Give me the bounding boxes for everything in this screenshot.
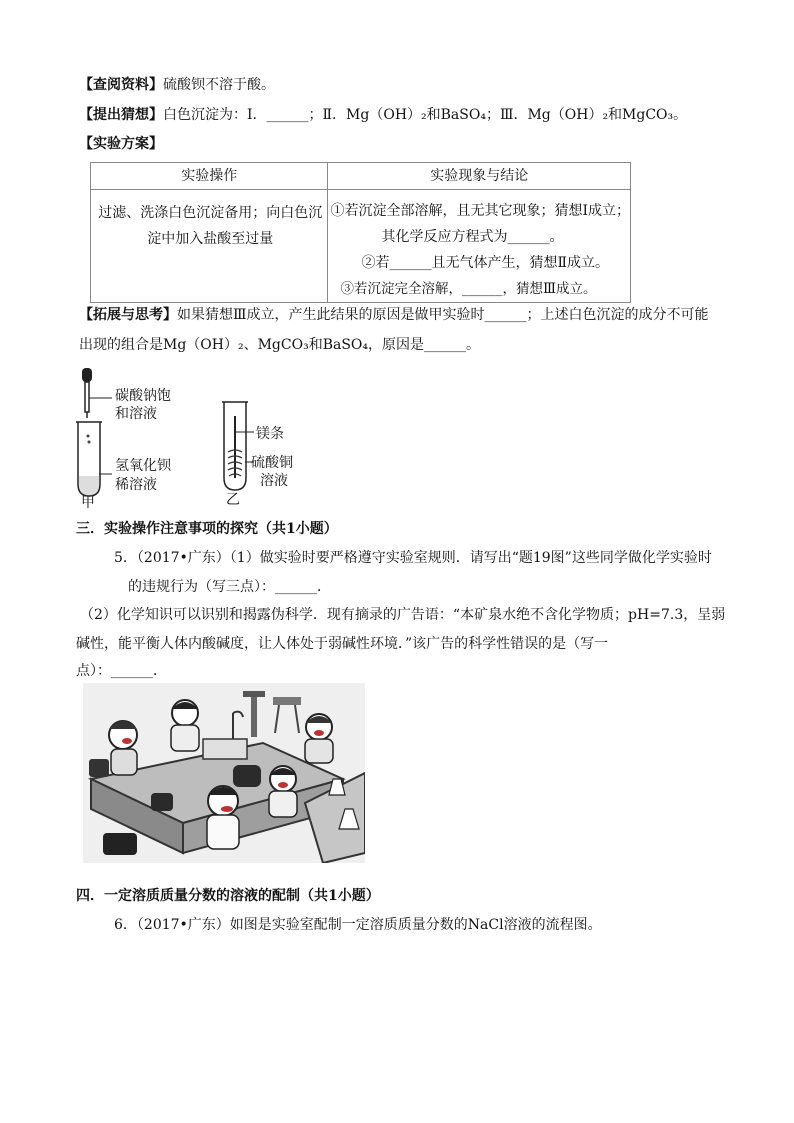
- apparatus-figure: [70, 366, 330, 516]
- plan-result-1: ①若沉淀全部溶解，且无其它现象；猜想Ⅰ成立；: [330, 203, 630, 219]
- lookup-line: [79, 78, 275, 92]
- lookup-tag: 【查阅资料】: [79, 77, 163, 93]
- q5-part2-line-1: （2）化学知识可以识别和揭露伪科学．现有摘录的广告语：“本矿泉水绝不含化学物质；pH=7.3，呈弱: [80, 607, 726, 623]
- plan-header-operation: 实验操作: [91, 163, 328, 190]
- tube2-label-solution-1: 硫酸铜: [251, 455, 293, 471]
- plan-operation-text: 过滤、洗涤白色沉淀备用；向白色沉淀中加入盐酸至过量: [98, 205, 323, 247]
- tube1-label-2: 稀溶液: [115, 477, 157, 493]
- q5-part2-line-3: 点）：______．: [76, 663, 167, 679]
- lookup-text: 硫酸钡不溶于酸。: [163, 77, 275, 93]
- extension-tag: 【拓展与思考】: [79, 307, 177, 323]
- plan-table-row: [91, 190, 631, 303]
- dropper-icon: [82, 368, 112, 418]
- plan-header-result: 实验现象与结论: [328, 163, 631, 190]
- q5-line-1: 5．（2017•广东）（1）做实验时要严格遵守实验室规则．请写出“题19图”这些同学做化学实验时: [114, 550, 712, 566]
- plan-cell-operation: [91, 190, 328, 303]
- section3-heading: 三．实验操作注意事项的探究（共1小题）: [76, 521, 338, 537]
- tube1-label-1: 氢氧化钡: [115, 458, 171, 474]
- extension-line-2: 出现的组合是Mg（OH）₂、MgCO₃和BaSO₄，原因是______。: [79, 337, 481, 353]
- tube2-name: 乙: [226, 492, 240, 508]
- plan-table: [90, 162, 631, 303]
- plan-result-2: 其化学反应方程式为______。: [381, 229, 564, 245]
- tube1-name: 甲: [81, 495, 95, 511]
- q6-line-1: 6．（2017•广东）如图是实验室配制一定溶质质量分数的NaCl溶液的流程图。: [114, 917, 602, 933]
- dropper-label-1: 碳酸钠饱: [115, 388, 171, 404]
- hypothesis-text: 白色沉淀为：Ⅰ．______；Ⅱ．Mg（OH）₂和BaSO₄；Ⅲ．Mg（OH）₂和MgCO₃。: [163, 107, 688, 123]
- hypothesis-tag: 【提出猜想】: [79, 107, 163, 123]
- q5-part2-line-2: 碱性，能平衡人体内酸碱度，让人体处于弱碱性环境．”该广告的科学性错误的是（写一: [76, 636, 609, 652]
- plan-result-3: ②若______且无气体产生，猜想Ⅱ成立。: [361, 255, 609, 271]
- plan-result-4: ③若沉淀完全溶解，______，猜想Ⅲ成立。: [340, 281, 597, 297]
- extension-text-1: 如果猜想Ⅲ成立，产生此结果的原因是做甲实验时______；上述白色沉淀的成分不可能: [177, 307, 709, 323]
- extension-line-1: [79, 308, 709, 322]
- plan-title: 【实验方案】: [79, 136, 163, 152]
- lab-scene-illustration: [83, 683, 365, 863]
- section4-heading: 四．一定溶质质量分数的溶液的配制（共1小题）: [76, 888, 380, 904]
- hypothesis-line: [79, 108, 687, 122]
- tube2-label-strip: 镁条: [256, 426, 284, 442]
- dropper-label-2: 和溶液: [115, 406, 157, 422]
- test-tube-yi-icon: [222, 402, 254, 490]
- tube2-label-solution-2: 溶液: [260, 473, 288, 489]
- plan-cell-results: [328, 190, 631, 303]
- test-tube-jia-icon: [76, 422, 112, 496]
- q5-line-2: 的违规行为（写三点）：______．: [128, 579, 331, 595]
- plan-table-header-row: [91, 163, 631, 190]
